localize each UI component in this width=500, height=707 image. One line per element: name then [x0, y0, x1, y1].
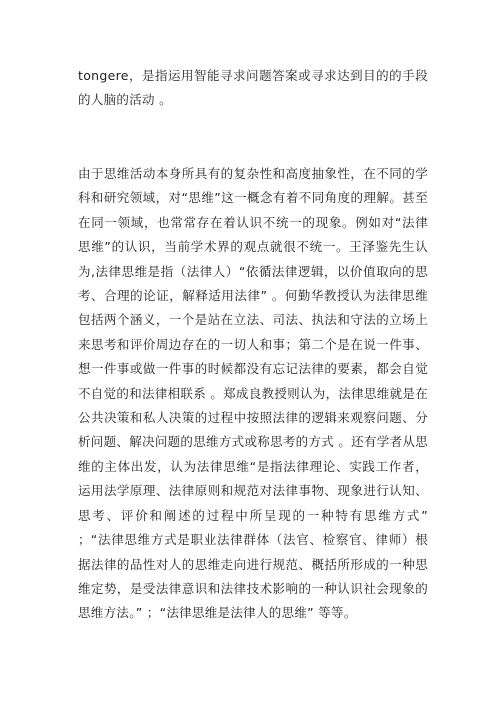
- paragraph-definition: tongere，是指运用智能寻求问题答案或寻求达到目的的手段的人脑的活动 。: [78, 68, 428, 108]
- paragraph-legal-thinking: 由于思维活动本身所具有的复杂性和高度抽象性，在不同的学科和研究领域，对“思维”这一概念有着不同角度的理解。甚至在同一领域，也常常存在着认识不统一的现象。例如对“法律思维”的认识，当前学术界的观点就很不统一。王泽鉴先生认为,法律思维是指（法律人）“依循法律逻辑，以价值取向的思考、合理的论证，解释适用法律” 。何勤华教授认为法律思维包括两个涵义，一个是站在立法、司法、执法和守法的立场上来思考和评价周边存在的一切人和事；第二个是在说一件事、想一件事或做一件事的时候都没有忘记法律的要素，都会自觉不自觉的和法律相联系 。郑成良教授则认为，法律思维就是在公共决策和私人决策的过程中按照法律的逻辑来观察问题、分析问题、解决问题的思维方式或称思考的方式 。还有学者从思维的主体出发，认为法律思维“是指法律理论、实践工作者，运用法学原理、法律原则和规范对法律事物、现象进行认知、思考、评价和阐述的过程中所呈现的一种特有思维方式” ；“法律思维方式是职业法律群体（法官、检察官、律师）根据法律的品性对人的思维走向进行规范、概括所形成的一种思维定势，是受法律意识和法律技术影响的一种认识社会现象的思维方法。” ；“法律思维是法律人的思维” 等等。: [78, 166, 428, 621]
